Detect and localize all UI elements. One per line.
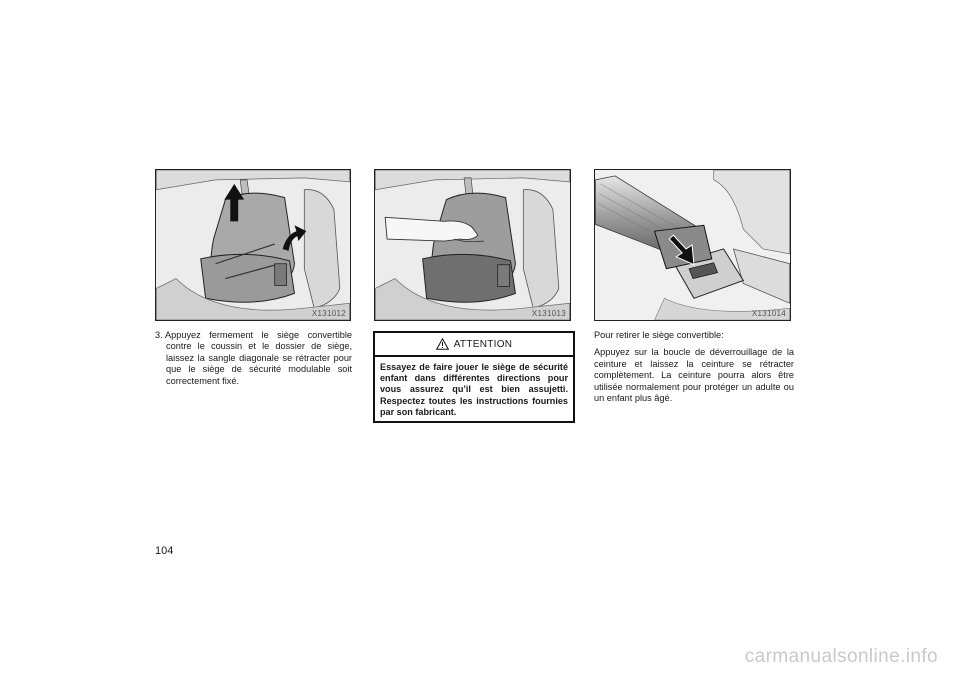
- figure-code: X131013: [531, 309, 566, 318]
- watermark: carmanualsonline.info: [744, 646, 938, 667]
- step-text: Appuyez fermement le siège convertible contre le coussin et le dossier de siège, laissez la sangle diagonale se rétracter pour que le siège de sécurité modulable soit correctement fixé.: [165, 330, 352, 386]
- figure-code: X131014: [751, 309, 786, 318]
- figure-child-seat-press: [155, 169, 351, 321]
- figure-belt-buckle-release: [594, 169, 791, 321]
- step-number: 3.: [155, 330, 163, 340]
- child-seat-press-illustration: [156, 170, 350, 320]
- caution-text: Essayez de faire jouer le siège de sécurité enfant dans différentes directions pour vous assurez qu’il est bien assujetti. Respectez toutes les instructions fournies par son fabricant.: [380, 362, 568, 417]
- figure-code: X131012: [311, 309, 346, 318]
- warning-triangle-icon: [436, 338, 449, 350]
- caution-box: [373, 331, 575, 423]
- remove-seat-text: Appuyez sur la boucle de déverrouillage de la ceinture et laissez la ceinture se rétracter complètement. La ceinture pourra alors être utilisée normalement pour protéger un adulte ou un enfant plus âgé.: [594, 347, 794, 404]
- remove-seat-section: [594, 330, 794, 410]
- caution-header: [375, 333, 573, 357]
- remove-seat-heading: Pour retirer le siège convertible:: [594, 330, 724, 340]
- caution-heading: ATTENTION: [453, 338, 513, 350]
- child-seat-check-illustration: [375, 170, 570, 320]
- page-number: 104: [155, 545, 174, 557]
- figure-child-seat-check: [374, 169, 571, 321]
- step-3-instruction: [155, 330, 352, 387]
- belt-buckle-illustration: [595, 170, 790, 320]
